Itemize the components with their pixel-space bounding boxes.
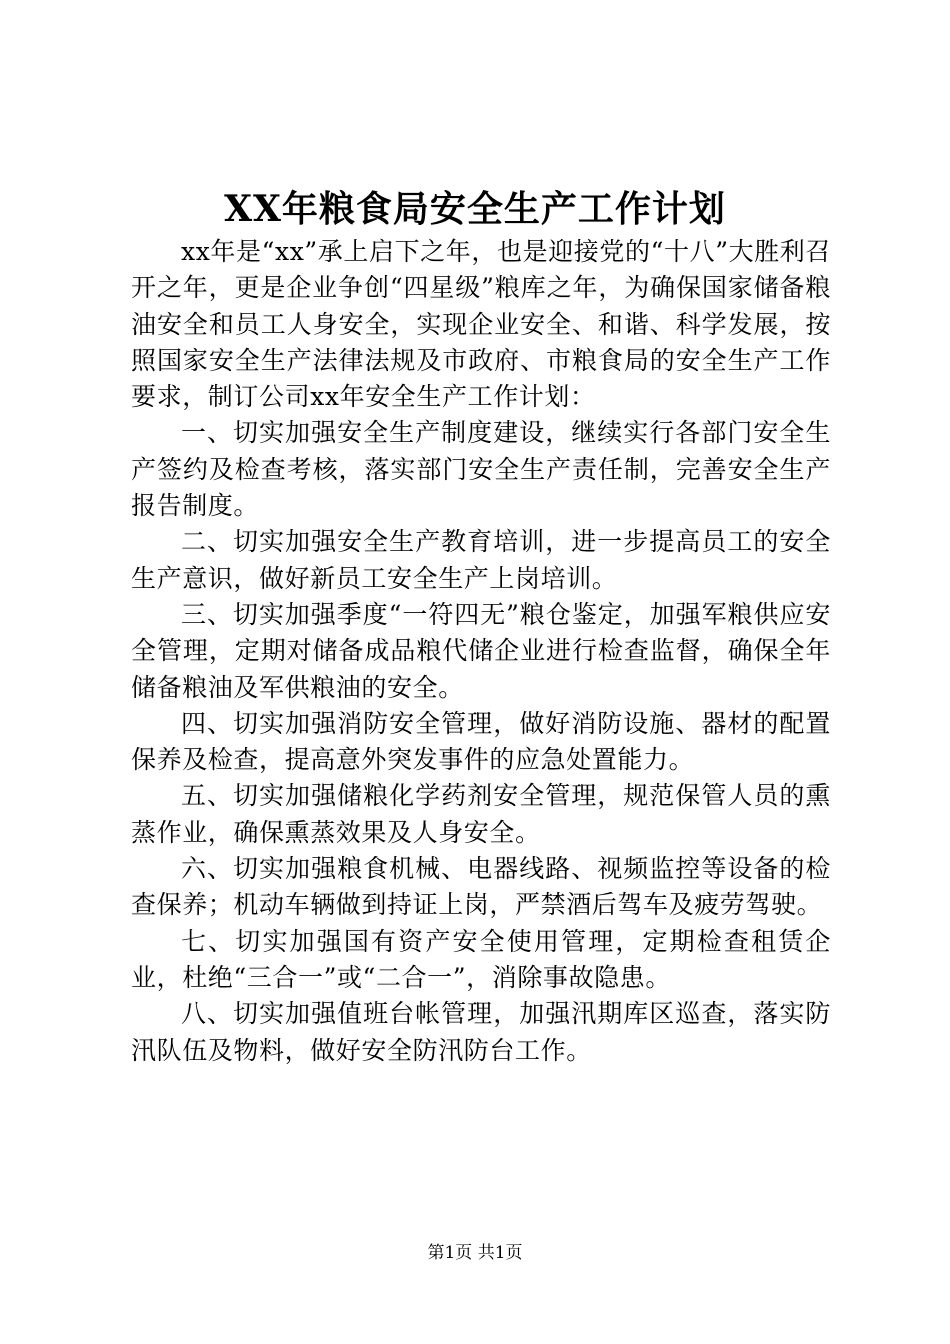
item-paragraph-1: 一、切实加强安全生产制度建设，继续实行各部门安全生产签约及检查考核，落实部门安全生产责任制，完善安全生产报告制度。 (131, 418, 831, 521)
document-body (131, 234, 831, 1069)
item-paragraph-2: 二、切实加强安全生产教育培训，进一步提高员工的安全生产意识，做好新员工安全生产上岗培训。 (131, 527, 831, 593)
intro-paragraph: xx年是“xx”承上启下之年，也是迎接党的“十八”大胜利召开之年，更是企业争创“四星级”粮库之年，为确保国家储备粮油安全和员工人身安全，实现企业安全、和谐、科学发展，按照国家安全生产法律法规及市政府、市粮食局的安全生产工作要求，制订公司xx年安全生产工作计划： (131, 237, 831, 412)
item-paragraph-8: 八、切实加强值班台帐管理，加强汛期库区巡查，落实防汛队伍及物料，做好安全防汛防台工作。 (131, 999, 831, 1065)
item-paragraph-6: 六、切实加强粮食机械、电器线路、视频监控等设备的检查保养；机动车辆做到持证上岗，严禁酒后驾车及疲劳驾驶。 (131, 854, 831, 920)
item-paragraph-3: 三、切实加强季度“一符四无”粮仓鉴定，加强军粮供应安全管理，定期对储备成品粮代储企业进行检查监督，确保全年储备粮油及军供粮油的安全。 (131, 599, 831, 702)
document-title: XX年粮食局安全生产工作计划 (224, 188, 726, 230)
item-paragraph-5: 五、切实加强储粮化学药剂安全管理，规范保管人员的熏蒸作业，确保熏蒸效果及人身安全。 (131, 781, 831, 847)
item-paragraph-7: 七、切实加强国有资产安全使用管理，定期检查租赁企业，杜绝“三合一”或“二合一”，消除事故隐患。 (131, 926, 831, 992)
item-paragraph-4: 四、切实加强消防安全管理，做好消防设施、器材的配置保养及检查，提高意外突发事件的应急处置能力。 (131, 708, 831, 775)
page-footer: 第1页 共1页 (427, 1243, 523, 1263)
